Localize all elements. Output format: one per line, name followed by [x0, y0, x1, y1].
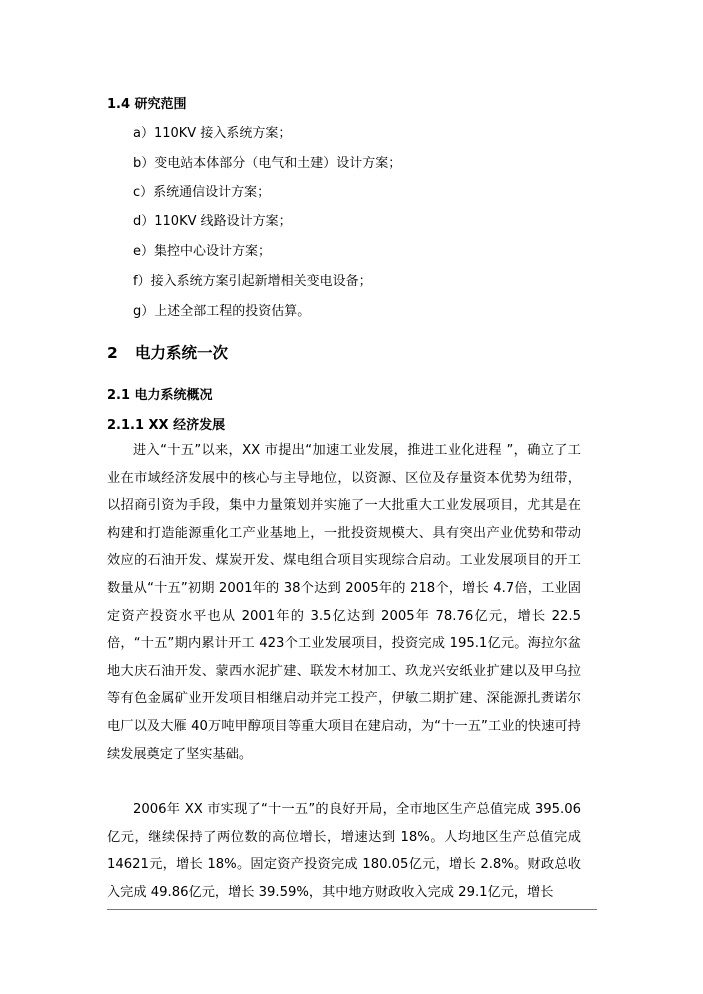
section-2-1-1-heading: 2.1.1 XX 经济发展	[107, 418, 226, 433]
scope-item-c: c）系统通信设计方案；	[133, 185, 271, 200]
scope-item-b: b）变电站本体部分（电气和土建）设计方案；	[133, 156, 402, 171]
chapter-number: 2	[107, 344, 118, 362]
chapter-2-heading	[107, 344, 228, 362]
section-1-4-heading: 1.4 研究范围	[107, 97, 187, 112]
chapter-title: 电力系统一次	[135, 344, 229, 362]
scope-item-g: g）上述全部工程的投资估算。	[133, 304, 311, 319]
scope-item-e: e）集控中心设计方案；	[133, 244, 271, 259]
footer-divider	[107, 909, 597, 910]
paragraph-economy-15th: 进入“十五”以来，XX 市提出“加速工业发展，推进工业化进程 ”，确立了工业在市域经济发展中的核心与主导地位，以资源、区位及存量资本优势为纽带，以招商引资为手段，集中力量策划并实施了一大批重大工业发展项目，尤其是在构建和打造能源重化工产业基地上，一批投资规模大、具有突出产业优势和带动效应的石油开发、煤炭开发、煤电组合项目实现综合启动。工业发展项目的开工数量从“十五”初期 2001年的 38个达到 2005年的 218个，增长 4.7倍，工业固定资产投资水平也从 2001年的 3.5亿达到 2005年 78.76亿元，增长 22.5倍，“十五”期内累计开工 423个工业发展项目，投资完成 195.1亿元。海拉尔盆地大庆石油开发、蒙西水泥扩建、联发木材加工、玖龙兴安纸业扩建以及甲乌拉等有色金属矿业开发项目相继启动并完工投产，伊敏二期扩建、深能源扎赉诺尔电厂以及大雁 40万吨甲醇项目等重大项目在建启动，为“十一五”工业的快速可持续发展奠定了坚实基础。	[107, 443, 581, 762]
section-2-1-heading: 2.1 电力系统概况	[107, 388, 213, 403]
scope-item-f: f）接入系统方案引起新增相关变电设备；	[133, 274, 372, 289]
scope-item-d: d）110KV 线路设计方案；	[133, 214, 292, 229]
paragraph-economy-2006: 2006年 XX 市实现了“十一五”的良好开局，全市地区生产总值完成 395.06亿元，继续保持了两位数的高位增长，增速达到 18%。人均地区生产总值完成 14621元，增长 18%。固定资产投资完成 180.05亿元，增长 2.8%。财政总收入完成 49.86亿元，增长 39.59%，其中地方财政收入完成 29.1亿元，增长	[107, 802, 581, 900]
scope-item-a: a）110KV 接入系统方案；	[133, 126, 292, 141]
